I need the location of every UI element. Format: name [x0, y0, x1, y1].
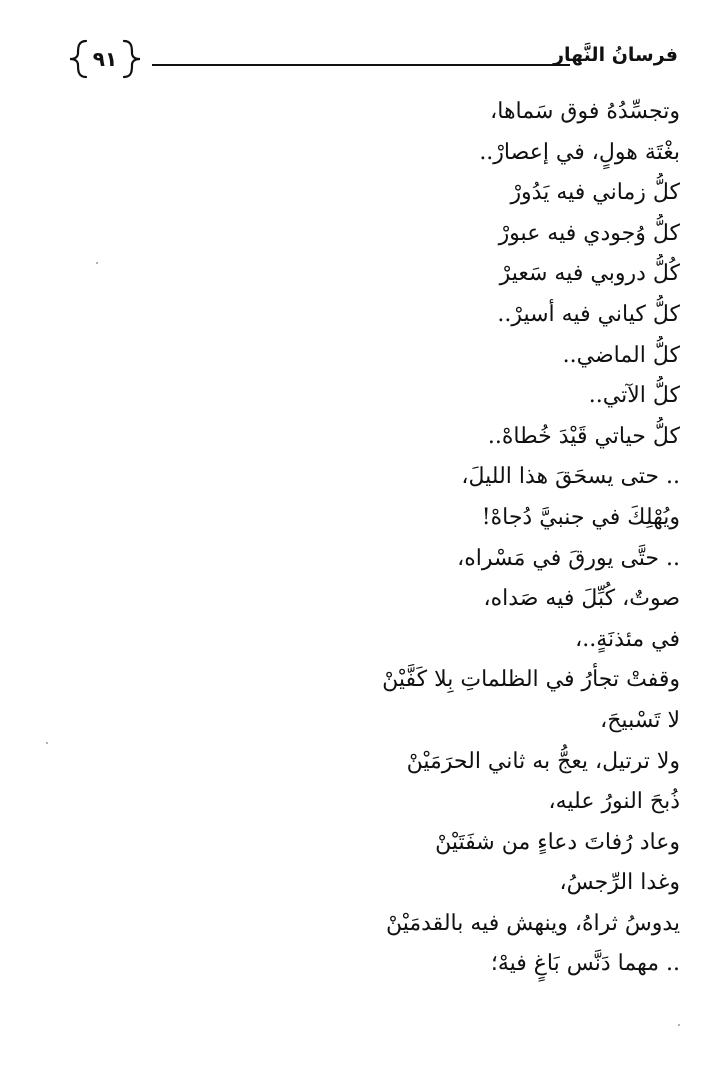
- poem-line: كلُّ الماضي..: [562, 342, 680, 368]
- poem-line: .. حتَّى يورقَ في مَسْراه،: [457, 545, 680, 571]
- poem-line: ذُبحَ النورُ عليه،: [548, 789, 680, 815]
- poem-line: كلُّ وُجودي فيه عبورْ: [498, 220, 680, 246]
- header-rule: [152, 64, 570, 66]
- poem-body: [120, 92, 680, 985]
- scan-speck: [678, 1024, 680, 1026]
- poem-line: كلُّ زماني فيه يَدُورْ: [510, 180, 680, 206]
- poem-line: ويُهْلِكَ في جنبيَّ دُجاهْ!: [481, 504, 680, 530]
- poem-line: صوتٌ، كُبِّلَ فيه صَداه،: [483, 586, 680, 612]
- poem-line: .. حتى يسحَقَ هذا الليلَ،: [461, 464, 680, 490]
- page-number: ٩١: [92, 47, 118, 71]
- running-title: فرسانُ النَّهار: [553, 44, 678, 66]
- page-number-badge: [68, 38, 142, 80]
- poem-line: وقفتْ تجأرُ في الظلماتِ بِلا كَفَّيْنْ: [382, 667, 680, 693]
- poem-line: وتجسِّدُهُ فوق سَماها،: [490, 99, 680, 124]
- poem-line: ولا ترتيل، يعجُّ به ثاني الحرَمَيْنْ: [406, 748, 680, 774]
- poem-line: بغْتَة هولٍ، في إعصارْ..: [479, 139, 680, 165]
- poem-line: وعاد رُفاتَ دعاءٍ من شفَتَيْنْ: [435, 829, 680, 855]
- poem-line: كُلُّ دروبي فيه سَعيرْ: [499, 261, 680, 287]
- poem-line: يدوسُ ثراهُ، وينهش فيه بالقدمَيْنْ: [385, 910, 680, 936]
- poem-line: لا تَسْبيحَ،: [600, 707, 680, 733]
- poem-line: في مئذنَةٍ..،: [575, 626, 680, 652]
- poem-line: .. مهما دَنَّس بَاغٍ فيهْ؛: [490, 951, 680, 977]
- scan-speck: [96, 262, 98, 264]
- scan-speck: [46, 742, 48, 744]
- poem-line: كلُّ كياني فيه أسيرْ..: [497, 301, 680, 327]
- poem-line: كلُّ حياتي قَيْدَ خُطاهْ..: [487, 423, 680, 449]
- poem-line: كلُّ الآتي..: [588, 383, 680, 409]
- poem-line: وغدا الرِّجسُ،: [559, 870, 680, 896]
- page-header: [0, 0, 728, 100]
